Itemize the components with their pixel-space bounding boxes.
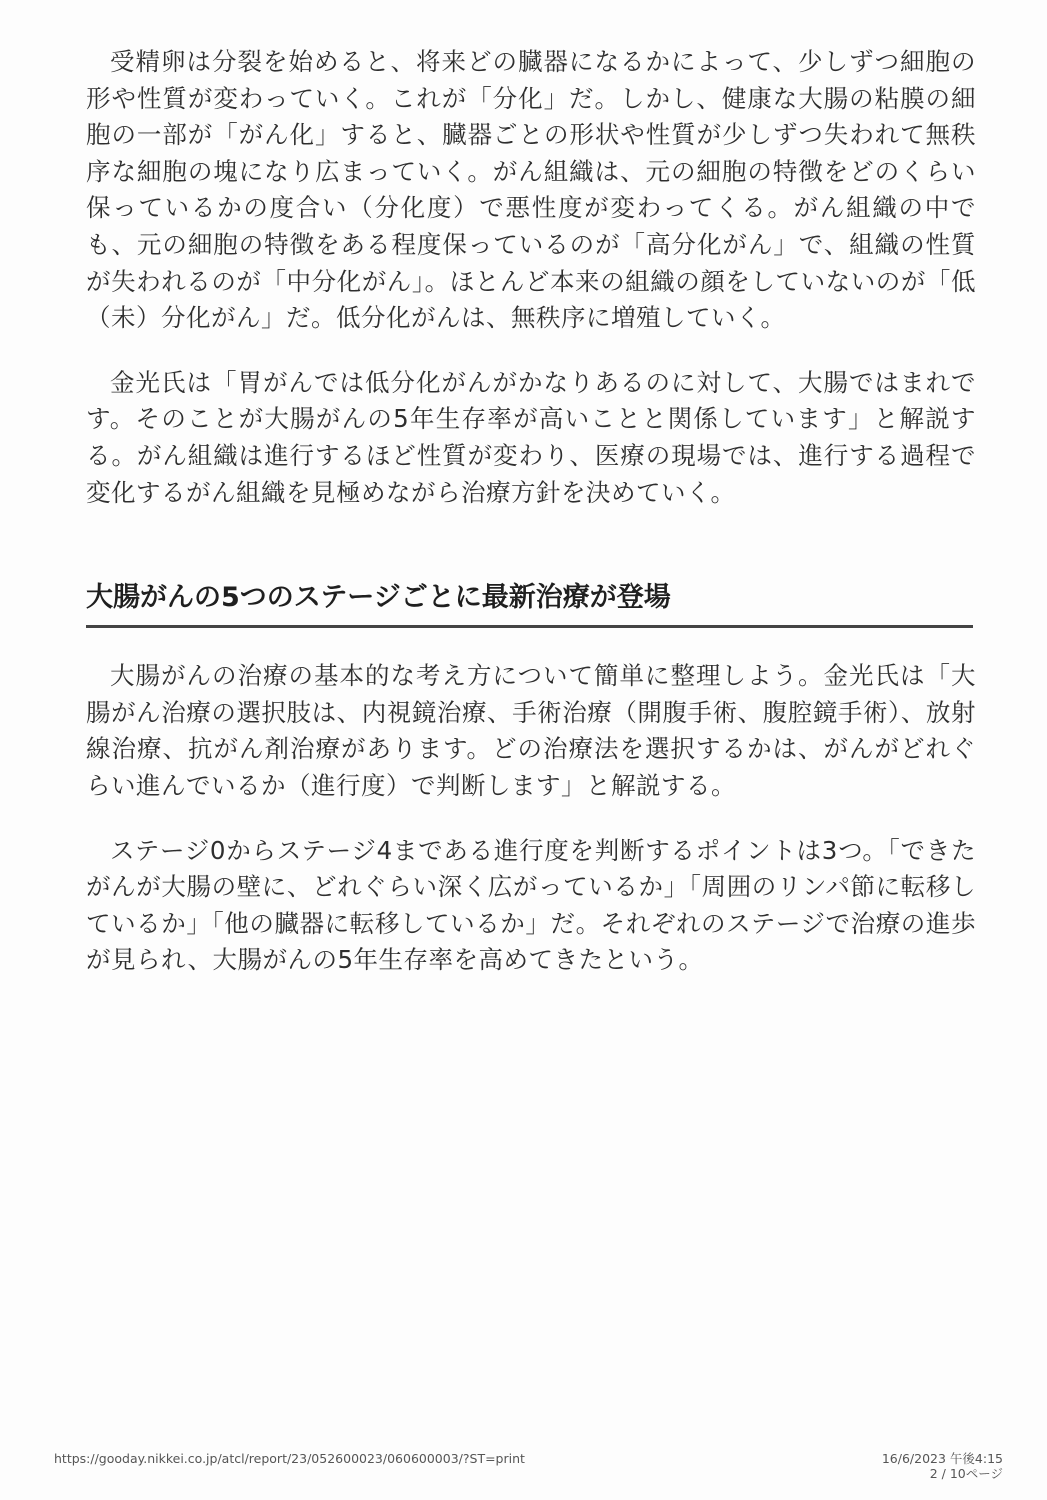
section-heading: 大腸がんの5つのステージごとに最新治療が登場 bbox=[86, 581, 973, 628]
article-body bbox=[86, 44, 976, 979]
paragraph-treatment-options: 大腸がんの治療の基本的な考え方について簡単に整理しよう。金光氏は「大腸がん治療の選択肢は、内視鏡治療、手術治療（開腹手術、腹腔鏡手術）、放射線治療、抗がん剤治療があります。どの治療法を選択するかは、がんがどれぐらい進んでいるか（進行度）で判断します」と解説する。 bbox=[86, 661, 976, 800]
footer-page-number: 2 / 10ページ bbox=[929, 1466, 1003, 1481]
footer-url: https://gooday.nikkei.co.jp/atcl/report/23/052600023/060600003/?ST=print bbox=[54, 1451, 525, 1466]
paragraph-kanemitsu-comment: 金光氏は「胃がんでは低分化がんがかなりあるのに対して、大腸ではまれです。そのことが大腸がんの5年生存率が高いことと関係しています」と解説する。がん組織は進行するほど性質が変わり、医療の現場では、進行する過程で変化するがん組織を見極めながら治療方針を決めていく。 bbox=[86, 367, 976, 507]
paragraph-stage-points: ステージ0からステージ4まである進行度を判断するポイントは3つ。「できたがんが大腸の壁に、どれぐらい深く広がっているか」「周囲のリンパ節に転移しているか」「他の臓器に転移しているか」だ。それぞれのステージで治療の進歩が見られ、大腸がんの5年生存率を高めてきたという。 bbox=[86, 835, 976, 975]
footer-meta bbox=[882, 1451, 1003, 1481]
footer-datetime: 16/6/2023 午後4:15 bbox=[881, 1451, 1003, 1466]
paragraph-differentiation: 受精卵は分裂を始めると、将来どの臓器になるかによって、少しずつ細胞の形や性質が変わっていく。これが「分化」だ。しかし、健康な大腸の粘膜の細胞の一部が「がん化」すると、臓器ごとの形状や性質が少しずつ失われて無秩序な細胞の塊になり広まっていく。がん組織は、元の細胞の特徴をどのくらい保っているかの度合い（分化度）で悪性度が変わってくる。がん組織の中でも、元の細胞の特徴をある程度保っているのが「高分化がん」で、組織の性質が失われるのが「中分化がん」。ほとんど本来の組織の顔をしていないのが「低（未）分化がん」だ。低分化がんは、無秩序に増殖していく。 bbox=[86, 47, 976, 333]
